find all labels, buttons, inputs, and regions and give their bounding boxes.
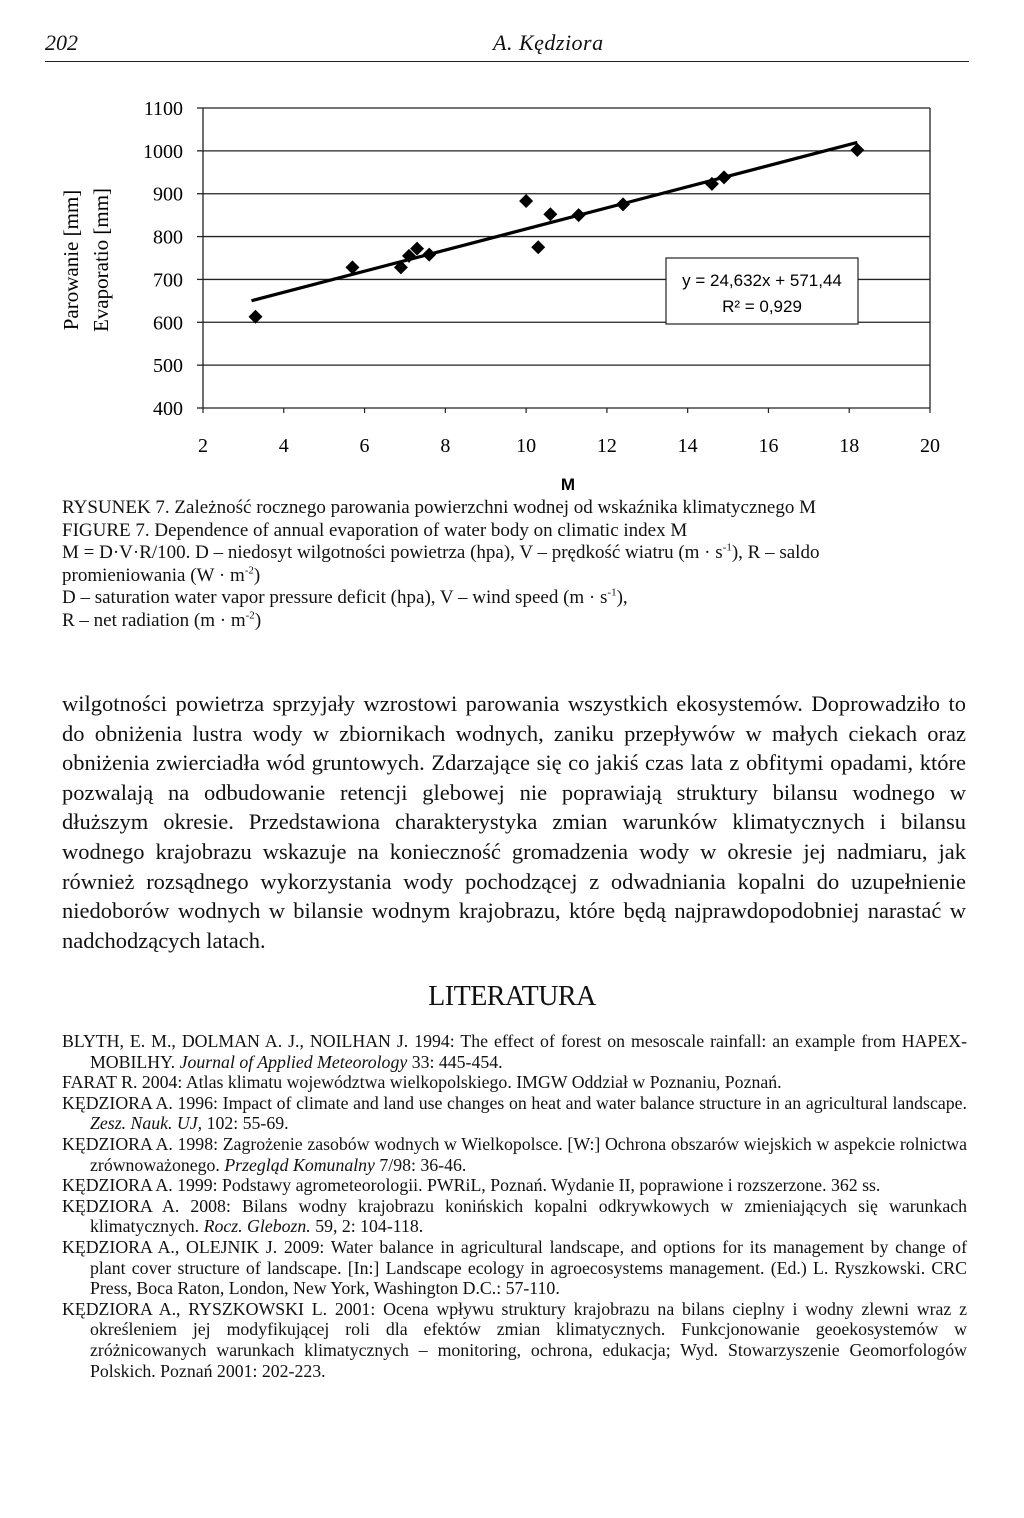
reference-item: BLYTH, E. M., DOLMAN A. J., NOILHAN J. 1994: The effect of forest on mesoscale rainfall: an example from HAPEX-MOBILHY. Journal of Applied Meteorology 33: 445-454. <box>62 1031 967 1072</box>
x-axis-label: M <box>560 475 576 490</box>
page-number: 202 <box>45 30 78 55</box>
y-tick-label: 900 <box>153 183 183 206</box>
x-tick-label: 6 <box>359 435 370 457</box>
y-tick-label: 400 <box>153 398 183 420</box>
y-tick-label: 1100 <box>143 98 183 120</box>
section-title: LITERATURA <box>428 981 596 1012</box>
y-axis-label: Parowanie [mm] <box>59 189 83 331</box>
x-tick-label: 14 <box>677 435 698 457</box>
x-tick-label: 18 <box>839 435 860 457</box>
running-head: A. Kędziora <box>493 30 604 55</box>
scatter-chart <box>40 90 1000 490</box>
r-squared: R² = 0,929 <box>722 297 802 316</box>
reference-item: KĘDZIORA A. 1999: Podstawy agrometeorologii. PWRiL, Poznań. Wydanie II, poprawione i rozszerzone. 362 ss. <box>62 1175 881 1196</box>
reference-item: FARAT R. 2004: Atlas klimatu województwa wielkopolskiego. IMGW Oddział w Poznaniu, Poznań. <box>62 1072 782 1093</box>
caption-line-pl: RYSUNEK 7. Zależność rocznego parowania powierzchni wodnej od wskaźnika klimatycznego M <box>62 497 816 518</box>
data-point <box>572 208 586 222</box>
x-tick-label: 20 <box>920 435 940 457</box>
data-point <box>543 207 557 221</box>
body-paragraph: wilgotności powietrza sprzyjały wzrostowi parowania wszystkich ekosystemów. Doprowadziło to do obniżenia lustra wody w zbiornikach wodnych, zaniku przepływów w małych ciekach oraz obniżenia zwierciadła wód gruntowych. Zdarzające się co jakiś czas lata z obfitymi opadami, które pozwalają na odbudowanie retencji glebowej nie poprawiają struktury bilansu wodnego w dłuższym okresie. Przedstawiona charakterystyka zmian warunków klimatycznych i bilansu wodnego krajobrazu wskazuje na konieczność gromadzenia wody w okresie jej nadmiaru, jak również rozsądnego wykorzystania wody pochodzącej z odwadniania kopalni do uzupełnienie niedoborów wodnych w bilansie wodnym krajobrazu, które będą najprawdopodobniej narastać w nadchodzących latach. <box>62 691 966 953</box>
reference-item: KĘDZIORA A. 2008: Bilans wodny krajobrazu konińskich kopalni odkrywkowych w zmieniających się warunkach klimatycznych. Rocz. Glebozn. 59, 2: 104-118. <box>62 1195 967 1237</box>
data-point <box>717 170 731 184</box>
reference-list <box>62 1031 967 1381</box>
reference-item: KĘDZIORA A., RYSZKOWSKI L. 2001: Ocena wpływu struktury krajobrazu na bilans cieplny i wodny zlewni wraz z określeniem jej modyfikującej roli dla efektów zmian klimatycznych. Funkcjonowanie geoekosystemów w zróżnicowanych warunkach klimatycznych – monitoring, ochrona, edukacja; Wyd. Stowarzyszenie Geomorfologów Polskich. Poznań 2001: 202-223. <box>62 1298 967 1381</box>
y-tick-label: 700 <box>153 269 183 292</box>
x-tick-label: 12 <box>596 435 617 457</box>
data-point <box>249 310 263 324</box>
caption-formula-en-cont: R – net radiation $(m \cdot m^{-2})$ <box>62 609 262 631</box>
x-tick-label: 8 <box>440 435 451 457</box>
x-tick-label: 2 <box>198 435 208 457</box>
y-tick-label: 600 <box>153 312 183 335</box>
reference-item: KĘDZIORA A. 1996: Impact of climate and land use changes on heat and water balance structure in an agricultural landscape. Zesz. Nauk. UJ, 102: 55-69. <box>62 1092 967 1134</box>
regression-equation: y = 24,632x + 571,44 <box>682 271 842 290</box>
data-point <box>531 240 545 254</box>
page-header <box>45 30 969 60</box>
figure-caption <box>62 497 962 632</box>
data-point <box>422 248 436 262</box>
caption-formula-en: D – saturation water vapor pressure deficit (hpa), V – wind speed $(m \cdot s^{-1})$, <box>62 586 628 608</box>
caption-line-en: FIGURE 7. Dependence of annual evaporation of water body on climatic index M <box>62 519 688 541</box>
header-rule <box>45 61 969 62</box>
reference-item: KĘDZIORA A. 1998: Zagrożenie zasobów wodnych w Wielkopolsce. [W:] Ochrona obszarów wiejskich w aspekcie rolnictwa zrównoważonego. Przegląd Komunalny 7/98: 36-46. <box>62 1133 967 1175</box>
data-point <box>519 194 533 208</box>
x-tick-label: 16 <box>758 435 779 457</box>
y-tick-label: 1000 <box>143 140 183 163</box>
caption-formula-pl-cont: promieniowania $(W \cdot m^{-2})$ <box>62 564 261 586</box>
y-tick-label: 500 <box>153 355 183 378</box>
reference-item: KĘDZIORA A., OLEJNIK J. 2009: Water balance in agricultural landscape, and options for its management by change of plant cover structure of landscape. [In:] Landscape ecology in agroecosystems management. (Ed.) L. Ryszkowski. CRC Press, Boca Raton, London, New York, Washington D.C.: 57-110. <box>62 1236 967 1299</box>
y-tick-label: 800 <box>153 226 183 249</box>
caption-formula-pl: M = D·V·R/100. D – niedosyt wilgotności powietrza (hpa), V – prędkość wiatru $(m \cdot s^{-1})$, R – saldo <box>62 541 820 563</box>
data-point <box>616 197 630 211</box>
y-axis-label: Evaporatio [mm] <box>89 187 113 333</box>
x-tick-label: 4 <box>278 435 289 457</box>
x-tick-label: 10 <box>516 435 537 457</box>
